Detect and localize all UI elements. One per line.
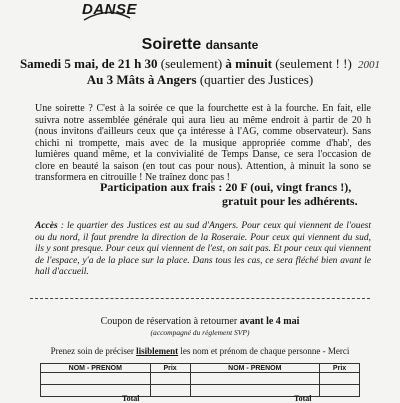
handwritten-year: 2001 bbox=[358, 59, 381, 71]
column-header-name: NOM - PRENOM bbox=[190, 364, 320, 373]
title-main: Soirette bbox=[141, 36, 202, 53]
cut-line bbox=[30, 298, 370, 299]
instructions bbox=[0, 346, 400, 356]
logo-text: DANSE bbox=[82, 1, 138, 18]
total-label-right: Total bbox=[294, 394, 312, 403]
access-text: : le quartier des Justices est au sud d'Angers. Pour ceux qui viennent de l'ouest ou du nord, il faut prendre la direction de la Roseraie. Pour ceux qui viennent du sud, ils y sont presque. Pour ceux qui viennent de l'est, on sait pas. Et pour ceux qui viennent de l'espace, y'a de la place sur la place. Dans tous les cas, ce sera fléché bien avant le hall d'accueil. bbox=[35, 221, 371, 277]
coupon-heading bbox=[0, 316, 400, 328]
price-cell[interactable] bbox=[150, 385, 190, 397]
event-title bbox=[0, 36, 400, 54]
coupon-note: (accompagné du règlement SVP) bbox=[150, 328, 250, 337]
participation-line-1: Participation aux frais : 20 F (oui, vingt francs !), bbox=[100, 180, 352, 194]
coupon-text: Coupon de réservation à retourner bbox=[100, 316, 238, 327]
column-header-price: Prix bbox=[320, 364, 360, 373]
instructions-end: les nom et prénom de chaque personne - Merci bbox=[180, 346, 350, 356]
name-cell[interactable] bbox=[41, 373, 151, 385]
access-label: Accès bbox=[35, 221, 58, 231]
date-start: Samedi 5 mai, de 21 h 30 bbox=[19, 56, 158, 71]
table-row bbox=[41, 373, 360, 385]
event-date bbox=[0, 56, 400, 73]
date-end: à minuit bbox=[225, 56, 273, 71]
coupon-deadline: avant le 4 mai bbox=[239, 316, 300, 327]
table-header-row bbox=[41, 364, 360, 373]
price-cell[interactable] bbox=[320, 373, 360, 385]
description-paragraph: Une soirette ? C'est à la soirée ce que la fourchette est à la fourche. En fait, elle suivra notre assemblée générale qui aura lieu au même endroit à partir de 20 h (nous invitons d'ailleurs ceux que ça intéresse à l'AG, comme observateur). Sans chichi ni trompette, mais avec de la musique appropriée comme d'hab', des lumières quand même, et la convivialité de Temps Danse, ce sera l'occasion de clore en beauté la saison (en tout cas pour nous). Attention, à minuit la sono se transformera en citrouille ! Ne traînez donc pas ! bbox=[35, 103, 371, 183]
total-label-left: Total bbox=[122, 394, 140, 403]
reservation-table bbox=[40, 363, 360, 397]
column-header-price: Prix bbox=[150, 364, 190, 373]
date-tail: (seulement ! !) bbox=[275, 56, 352, 71]
participation-line-2: gratuit pour les adhérents. bbox=[222, 194, 358, 208]
price-cell[interactable] bbox=[150, 373, 190, 385]
temps-danse-logo bbox=[82, 0, 138, 22]
date-middle: (seulement) bbox=[160, 56, 223, 71]
instructions-start: Prenez soin de préciser bbox=[50, 346, 134, 356]
access-paragraph bbox=[35, 221, 371, 279]
event-place bbox=[0, 72, 400, 87]
instructions-bold: lisiblement bbox=[136, 346, 179, 356]
place-district: (quartier des Justices) bbox=[199, 72, 314, 87]
name-cell[interactable] bbox=[190, 373, 320, 385]
column-header-name: NOM - PRENOM bbox=[41, 364, 151, 373]
price-cell[interactable] bbox=[320, 385, 360, 397]
title-sub: dansante bbox=[205, 38, 259, 52]
place-name: Au 3 Mâts à Angers bbox=[86, 72, 197, 87]
